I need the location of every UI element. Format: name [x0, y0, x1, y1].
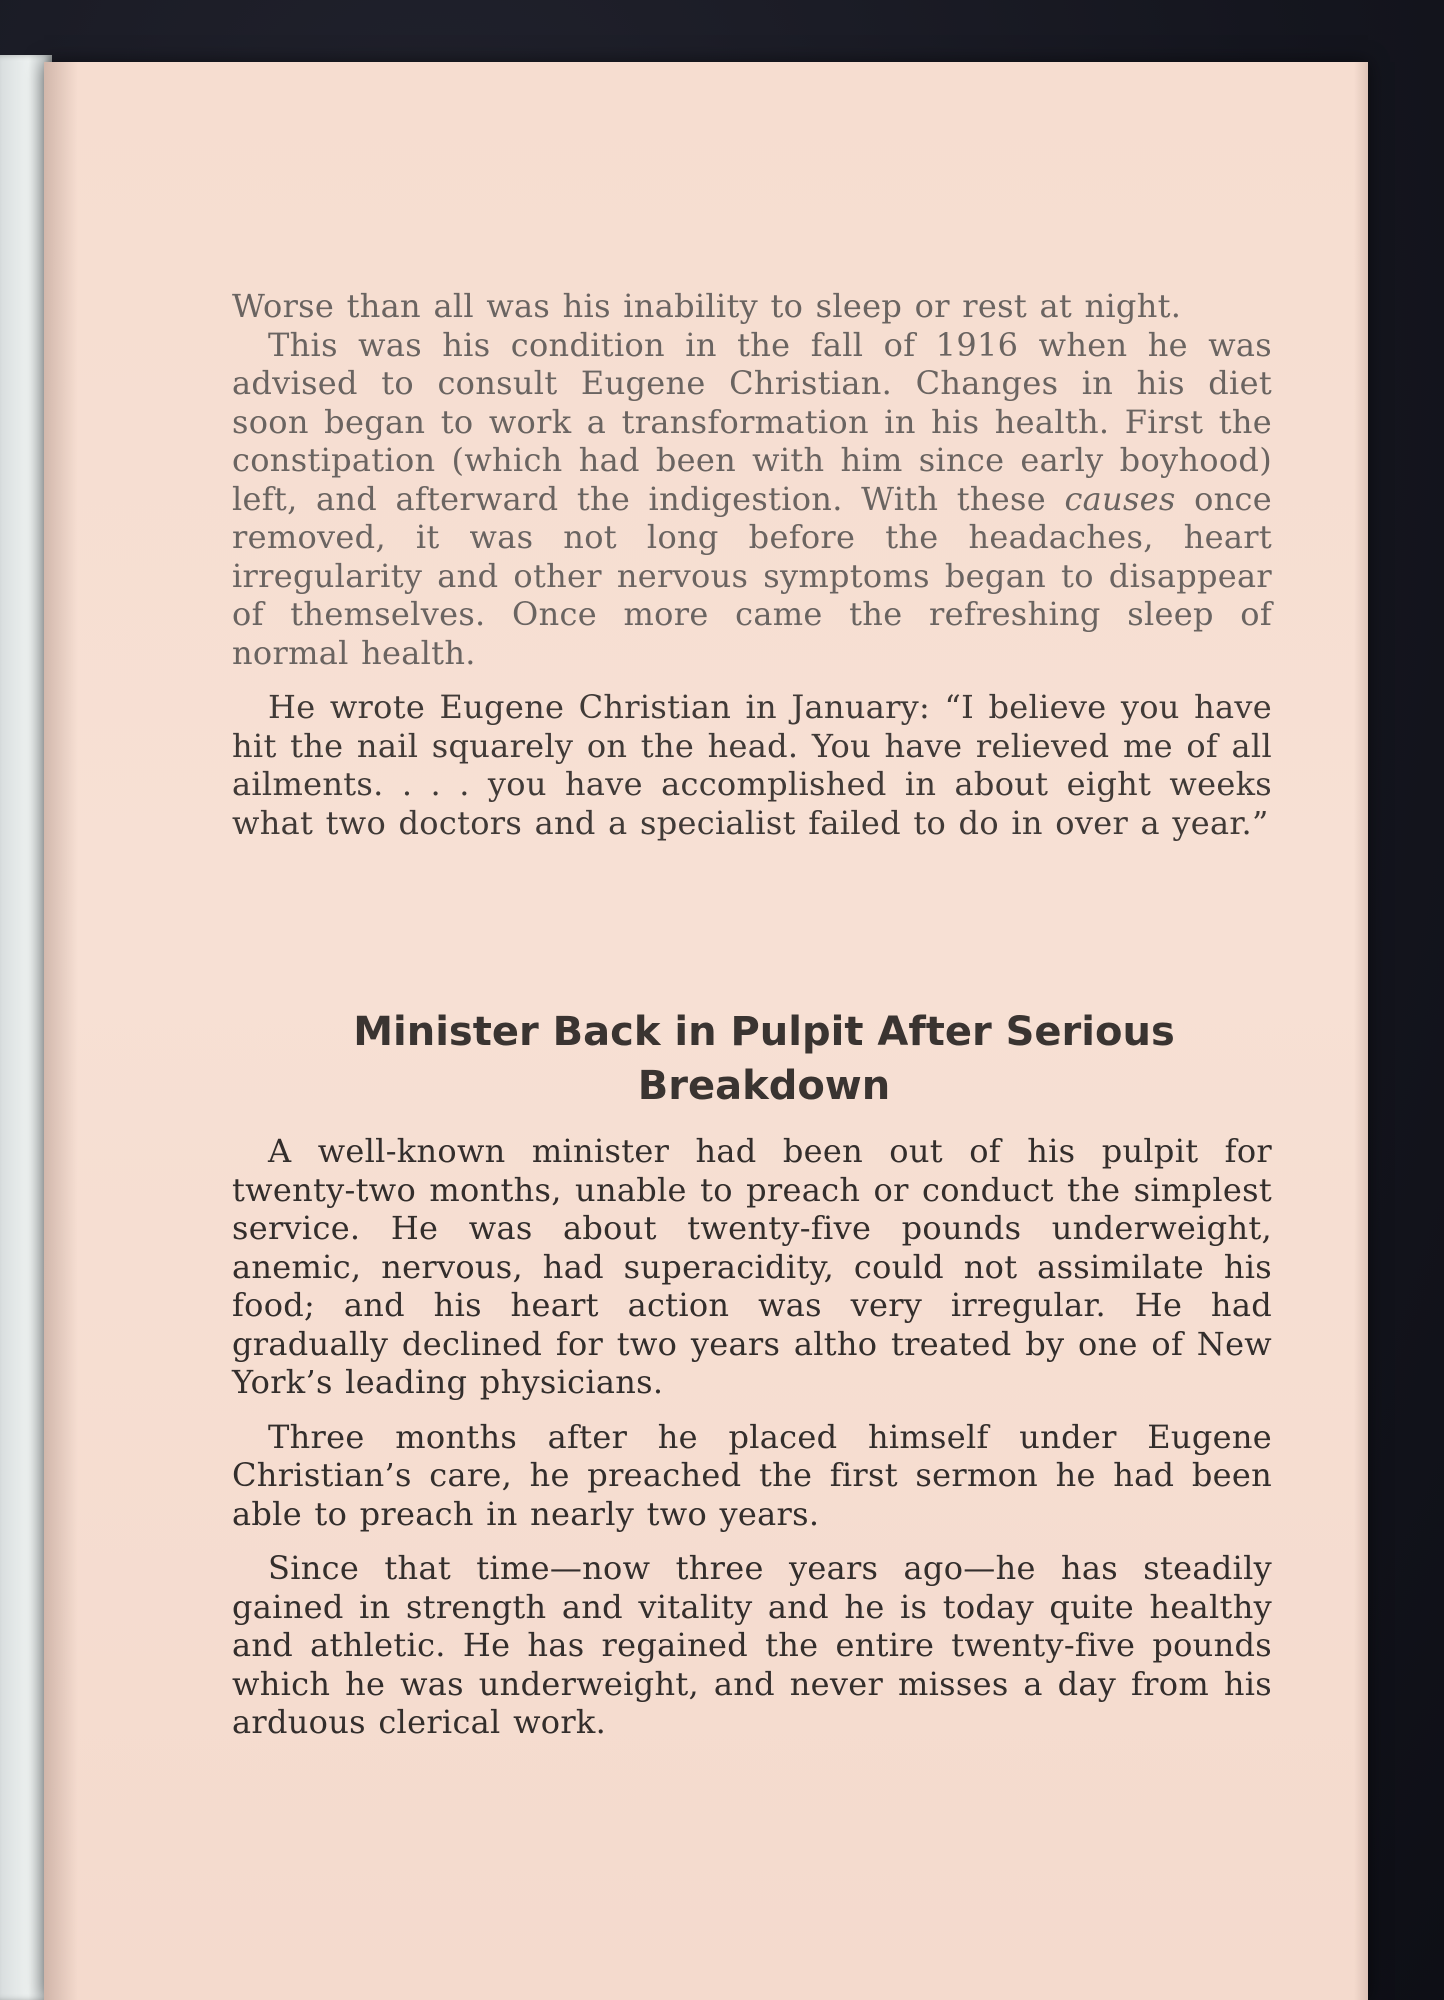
paragraph-condition [232, 326, 1272, 673]
emphasis-causes: causes [1064, 479, 1176, 518]
paragraph-letter-quote: He wrote Eugene Christian in January: “I believe you have hit the nail squarely on the head. You have relieved me of all ailments. . . . you have accomplished in about eight weeks what two doctors and a specialist failed to do in over a year.” [232, 688, 1272, 842]
paragraph-three-months: Three months after he placed himself under Eugene Christian’s care, he preached the first sermon he had been able to preach in nearly two years. [232, 1417, 1272, 1533]
paragraph-since-then: Since that time—now three years ago—he has steadily gained in strength and vitality and he is today quite healthy and athletic. He has regained the entire twenty-five pounds which he was underweight, and never misses a day from his arduous clerical work. [232, 1549, 1272, 1741]
paragraph-condition-end: once removed, it was not long before the headaches, heart irregularity and other nervous symptoms began to disappear of themselves. Once more came the refreshing sleep of normal health. [232, 479, 1272, 672]
paragraph-sleep: Worse than all was his inability to sleep or rest at night. [232, 287, 1182, 325]
paragraph-minister: A well-known minister had been out of his pulpit for twenty-two months, unable to preach or conduct the simplest service. He was about twenty-five pounds underweight, anemic, nervous, had superacidity, could not assimilate his food; and his heart action was very irregular. He had gradually declined for two years altho treated by one of New York’s leading physicians. [232, 1132, 1272, 1401]
book-page [44, 62, 1368, 2000]
section-heading: Minister Back in Pulpit After Serious Breakdown [353, 1009, 1175, 1109]
section-1-text [232, 287, 1272, 842]
section-2-text [232, 1132, 1272, 1742]
paragraph-condition-start: This was his condition in the fall of 1916 when he was advised to consult Eugene Christian. Changes in his diet soon began to work a transformation in his health. First the constipation (which had been with him since early boyhood) left, and afterward the indigestion. With these [232, 325, 1272, 518]
